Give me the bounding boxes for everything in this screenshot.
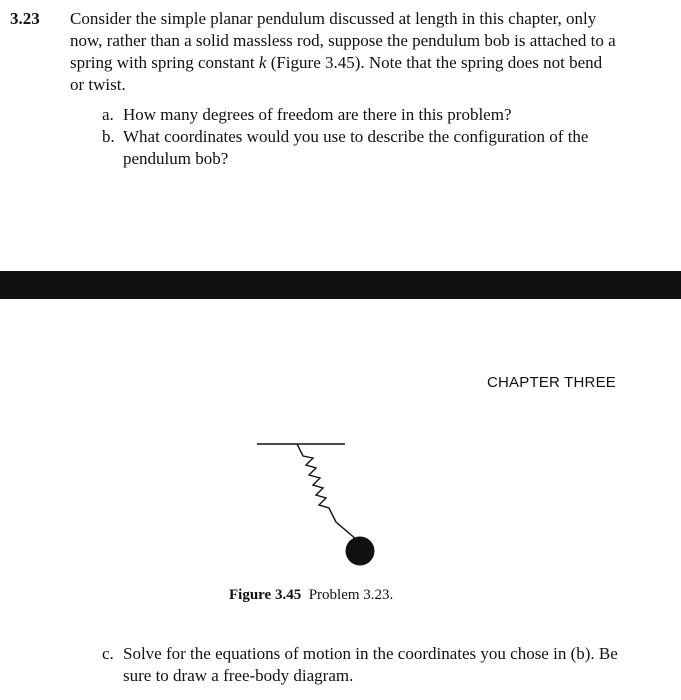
spring-constant-symbol: k [258,53,267,72]
problem-number: 3.23 [10,9,40,28]
part-a [102,104,622,126]
part-b-text: What coordinates would you use to describe the configuration of the pendulum bob? [123,127,589,168]
part-a-text: How many degrees of freedom are there in this problem? [123,105,512,124]
chapter-header: CHAPTER THREE [486,374,616,391]
part-b-label: b. [102,127,115,146]
part-b [102,126,622,170]
part-a-label: a. [102,105,114,124]
part-c-text: Solve for the equations of motion in the coordinates you chose in (b). Be sure to draw a free-body diagram. [123,644,618,685]
problem-text-end: (Figure 3.45). Note that the spring does not bend or twist. [70,53,603,94]
pendulum-figure [240,430,380,575]
problem-parts-ab [102,104,622,170]
part-c [102,643,622,687]
pendulum-bob [346,537,375,566]
page-break-band [0,271,681,299]
part-c-label: c. [102,644,114,663]
problem-statement [70,8,620,96]
spring-pendulum-diagram [240,430,380,575]
problem-part-c [102,643,622,687]
figure-caption [229,585,393,605]
figure-label: Figure 3.45 [229,587,302,603]
spring-coil [297,444,357,540]
figure-caption-text: Problem 3.23. [308,587,394,603]
problem-text-start: Consider the simple planar pendulum discussed at length in this chapter, only now, rather than a solid massless rod, suppose the pendulum bob is attached to a spring with spring constant [70,9,616,72]
